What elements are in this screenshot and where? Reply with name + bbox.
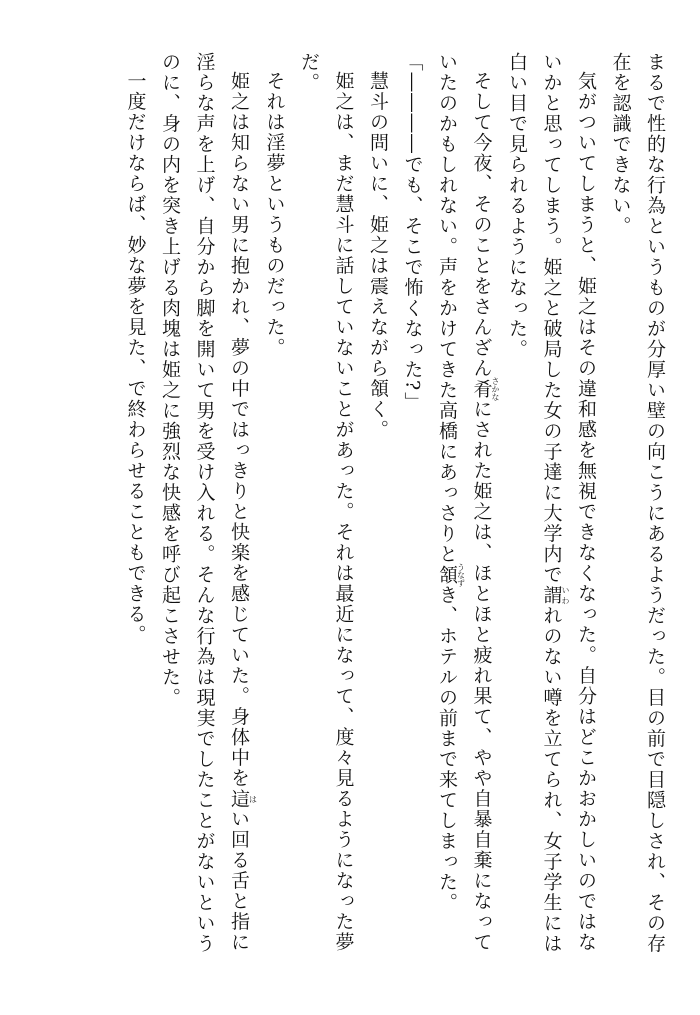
- furigana: うなず: [456, 562, 466, 587]
- ruby-word: 這は: [228, 788, 258, 809]
- paragraph: [292, 52, 361, 972]
- paragraph: [500, 52, 604, 972]
- text-run: 姫之は知らない男に抱かれ、夢の中ではっきりと快楽を感じていた。身体中を: [228, 71, 250, 789]
- text-run: き、ホテルの前まで来てしまった。: [436, 585, 458, 913]
- text-run: 慧斗の問いに、姫之は震えながら頷く。: [367, 71, 389, 440]
- ruby-word: 謂いわ: [540, 585, 570, 606]
- paragraph: [153, 52, 258, 972]
- text-run: にされた姫之は、ほとほと疲れ果て、やや自暴自棄になっていたのかもしれない。声をかけてきた高橋にあっさりと: [436, 52, 493, 953]
- text-run: そして今夜、そのことをさんざん: [470, 71, 493, 379]
- text-run: 気がついてしまうと、姫之はその違和感を無視できなくなった。自分はどこかおかしいのではないかと思ってしまう。姫之と破局した女の子達に大学内で: [540, 52, 597, 953]
- text-run: 姫之は、まだ慧斗に話していないことがあった。それは最近になって、度々見るようになった夢だ。: [298, 52, 355, 953]
- text-run: まるで性的な行為というものが分厚い壁の向こうにあるようだった。目の前で目隠しされ、その存在を認識できない。: [609, 52, 666, 954]
- ruby-word: 頷うなず: [436, 562, 466, 587]
- furigana: いわ: [561, 585, 570, 606]
- furigana: は: [248, 788, 258, 809]
- paragraph: [257, 52, 292, 972]
- paragraph: [603, 52, 672, 972]
- paragraph: [118, 52, 153, 972]
- paragraph: [430, 52, 500, 972]
- body-text: [22, 52, 672, 972]
- text-run: それは淫夢というものだった。: [263, 71, 286, 358]
- text-run: れのない噂を立てられ、女子学生には白い目で見られるようになった。: [506, 52, 563, 954]
- text-run: 「――――でも、そこで怖くなった?」: [401, 52, 424, 413]
- furigana: さかな: [491, 376, 500, 401]
- ruby-word: 肴さかな: [470, 376, 500, 401]
- text-run: 一度だけならば、妙な夢を見た、で終わらせることもできる。: [124, 71, 147, 645]
- paragraph: [361, 52, 396, 972]
- text-run: い回る舌と指に淫らな声を上げ、自分から脚を開いて男を受け入れる。そんな行為は現実でしたことがないというのに、身の内を突き上げる肉塊は姫之に強烈な快感を呼び起こさせた。: [159, 52, 250, 954]
- dialogue-line: [395, 52, 430, 972]
